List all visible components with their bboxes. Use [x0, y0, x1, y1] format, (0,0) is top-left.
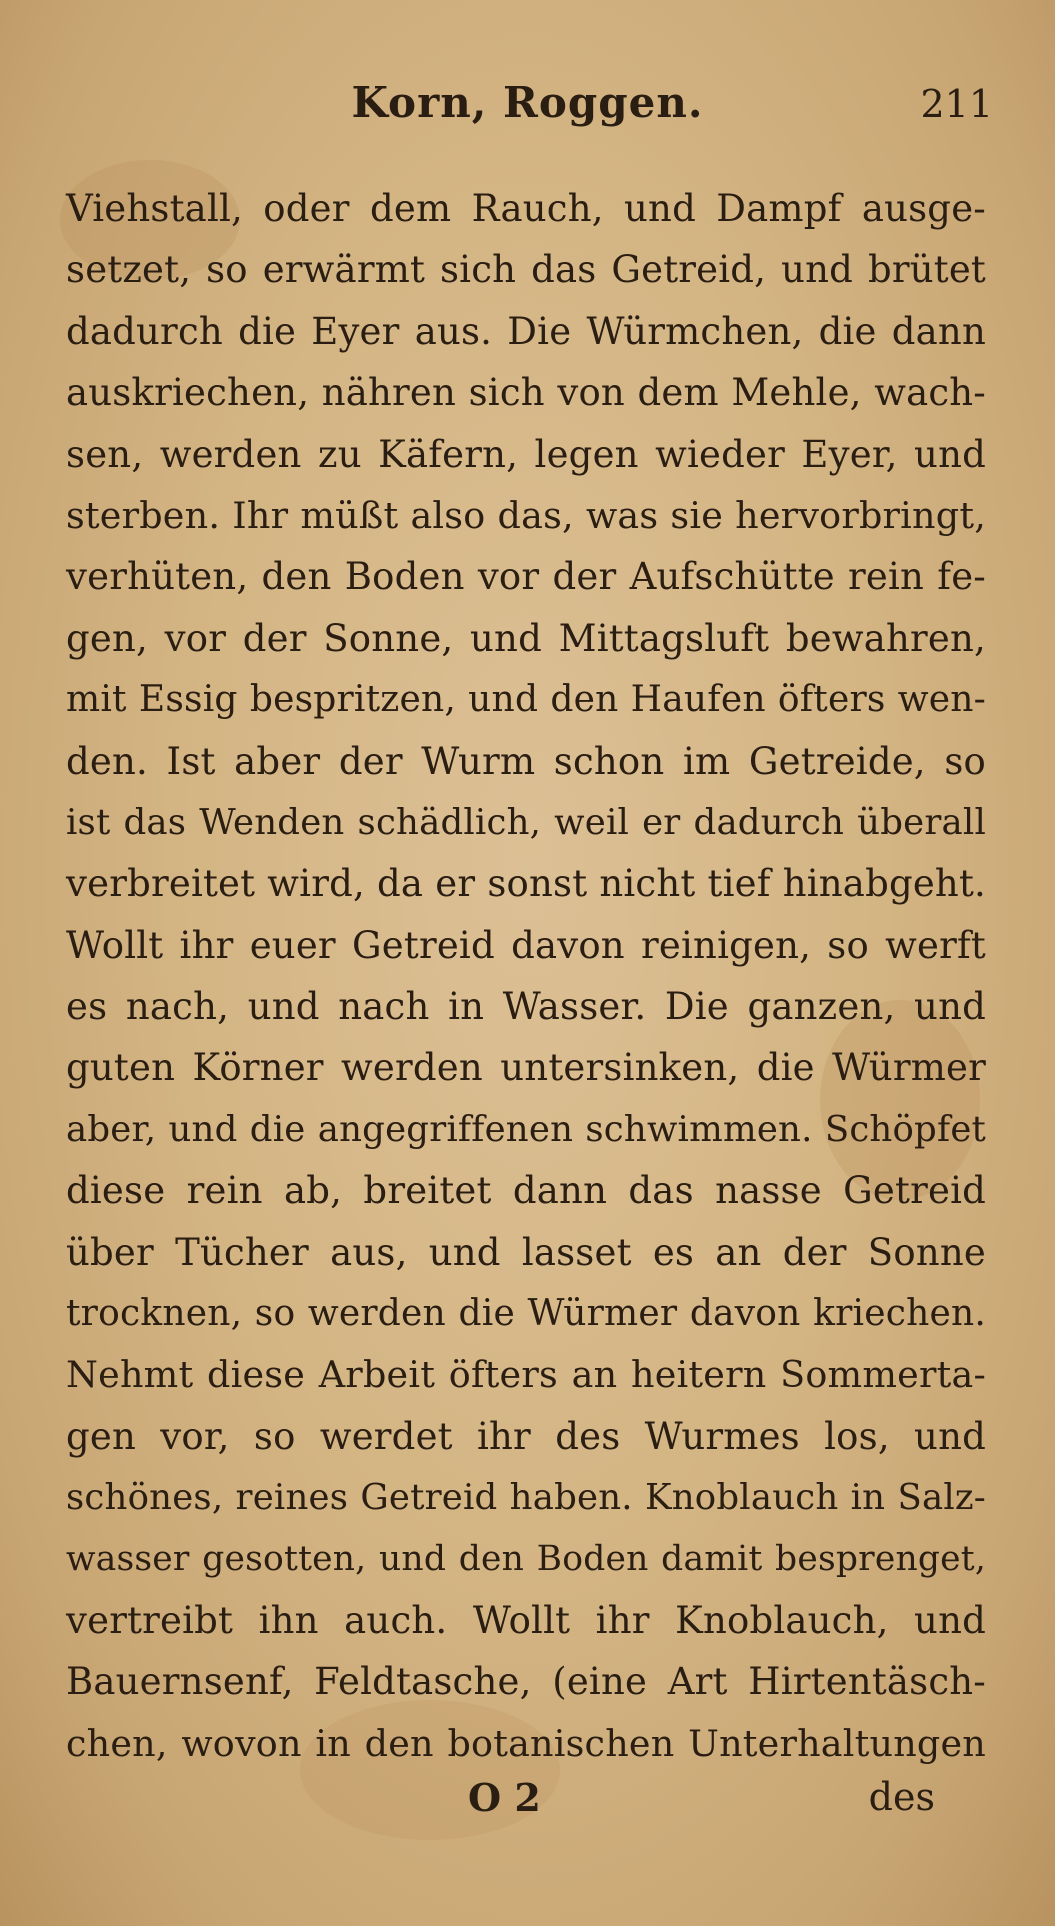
body-text	[66, 178, 986, 1774]
text-line: Bauernsenf, Feldtasche, (eine Art Hirtentäsch-	[66, 1660, 986, 1704]
signature-mark: O 2	[468, 1775, 541, 1820]
text-line: verbreitet wird, da er sonst nicht tief hinabgeht.	[66, 862, 986, 906]
text-line: trocknen, so werden die Würmer davon kriechen.	[66, 1293, 986, 1335]
page-number: 211	[920, 82, 993, 126]
page-title: Korn, Roggen.	[351, 78, 704, 127]
text-line: sterben. Ihr müßt also das, was sie hervorbringt,	[66, 493, 986, 537]
text-line: es nach, und nach in Wasser. Die ganzen, und	[66, 985, 986, 1029]
text-line: über Tücher aus, und lasset es an der Sonne	[66, 1230, 986, 1274]
text-line: Viehstall, oder dem Rauch, und Dampf ausge-	[66, 187, 986, 230]
text-line: guten Körner werden untersinken, die Würmer	[66, 1046, 986, 1090]
text-line: Nehmt diese Arbeit öfters an heitern Sommerta-	[66, 1353, 986, 1397]
text-line: den. Ist aber der Wurm schon im Getreide, so	[66, 739, 986, 783]
text-line: aber, und die angegriffenen schwimmen. Schöpfet	[66, 1108, 986, 1150]
text-line: mit Essig bespritzen, und den Haufen öfters wen-	[66, 679, 986, 721]
text-line: diese rein ab, breitet dann das nasse Getreid	[66, 1169, 986, 1213]
text-line: wasser gesotten, und den Boden damit besprenget,	[66, 1538, 986, 1579]
text-line: sen, werden zu Käfern, legen wieder Eyer, und	[66, 432, 986, 476]
text-line: dadurch die Eyer aus. Die Würmchen, die dann	[66, 309, 986, 353]
text-line: gen vor, so werdet ihr des Wurmes los, und	[66, 1414, 986, 1458]
text-line: chen, wovon in den botanischen Unterhaltungen	[66, 1721, 986, 1765]
text-line: schönes, reines Getreid haben. Knoblauch in Salz-	[66, 1477, 986, 1519]
catchword: des	[868, 1775, 935, 1819]
text-line: ist das Wenden schädlich, weil er dadurch überall	[66, 801, 986, 843]
text-line: auskriechen, nähren sich von dem Mehle, wach-	[66, 371, 986, 415]
text-line: gen, vor der Sonne, und Mittagsluft bewahren,	[66, 616, 986, 660]
page-footer	[0, 1775, 1055, 1835]
text-line: setzet, so erwärmt sich das Getreid, und brütet	[66, 248, 986, 292]
running-head	[0, 78, 1055, 138]
text-line: verhüten, den Boden vor der Aufschütte rein fe-	[66, 555, 986, 599]
text-line: Wollt ihr euer Getreid davon reinigen, so werft	[66, 923, 986, 967]
text-line: vertreibt ihn auch. Wollt ihr Knoblauch, und	[66, 1598, 986, 1642]
